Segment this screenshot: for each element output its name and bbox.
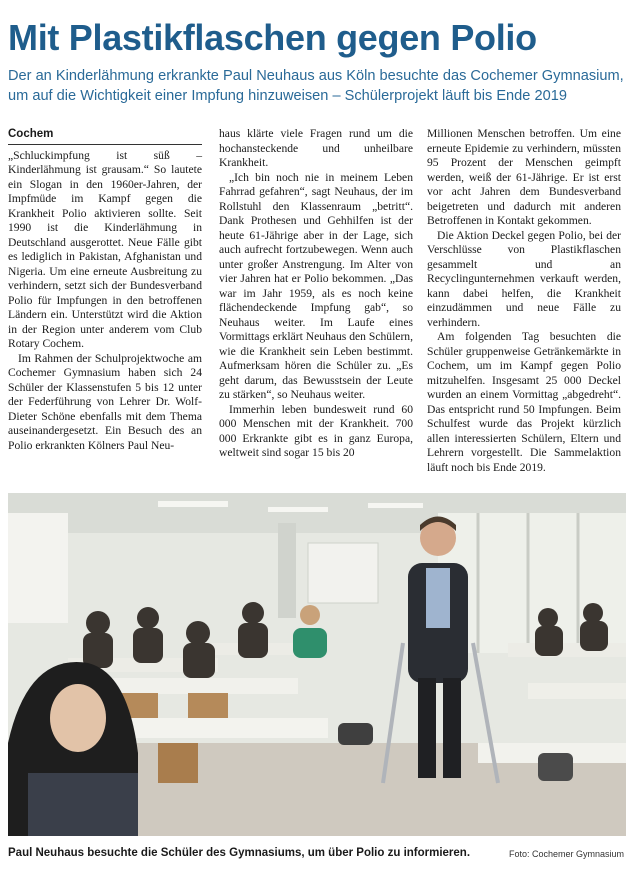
paragraph: Am folgenden Tag besuchten die Schüler gruppenweise Getränkemärkte in Cochem, um im Kampf gegen Polio mitzuhelfen. Insgesamt 25 000 Deckel wurden an einem Vormittag „abgedreht“. Das entspricht rund 50 Impfungen. Beim Schulfest wurde das Projekt kürzlich allen interessierten Schülern, Eltern und Lehrern vorgestellt. Die Sammelaktion läuft noch bis Ende 2019. — [427, 330, 621, 474]
paragraph: Immerhin leben bundesweit rund 60 000 Menschen mit der Krankheit. 700 000 Erkrankte gibt es in ganz Europa, weltweit sind sogar 15 bis 20 — [219, 402, 413, 459]
article-column-3 — [427, 127, 621, 475]
classroom-photo — [8, 493, 626, 836]
paragraph: „Ich bin noch nie in meinem Leben Fahrrad gefahren“, sagt Neuhaus, der im Rollstuhl den Klassenraum „betritt“. Dank Prothesen und Gehhilfen ist der heute 61-Jährige aber in der Lage, sich auch aufrecht fortzubewegen. Wenn auch unter großer Anstrengung. Im Alter von vier Jahren hat er Polio bekommen. „Das war im Jahr 1959, als es noch keine flächendeckende Impfung gab“, so Neuhaus weiter. Im Laufe eines Vormittags erklärt Neuhaus den Schülern, wie die Krankheit sein Leben bestimmt. Aufmerksam hören die Schüler zu. „Es geht darum, das Bewusstsein der Leute zu stärken“, so Neuhaus weiter. — [219, 170, 413, 401]
photo-caption: Paul Neuhaus besuchte die Schüler des Gymnasiums, um über Polio zu informieren. — [8, 847, 471, 859]
paragraph: Millionen Menschen betroffen. Um eine erneute Epidemie zu verhindern, müssten 95 Prozent der Menschen geimpft werden, weiß der 61-Jährige. Er ist erst vor acht Jahren dem Bundesverband beigetreten und dadurch mit anderen Betroffenen in Kontakt gekommen. — [427, 127, 621, 227]
article-subheadline: Der an Kinderlähmung erkrankte Paul Neuhaus aus Köln besuchte das Cochemer Gymnasium, um auf die Wichtigkeit einer Impfung hinzuweisen – Schülerprojekt läuft bis Ende 2019 — [8, 68, 624, 104]
paragraph: haus klärte viele Fragen rund um die hochansteckende und unheilbare Krankheit. — [219, 127, 413, 169]
article-column-2 — [219, 127, 413, 461]
classroom-photo-illustration — [8, 493, 626, 836]
article-column-1 — [8, 127, 202, 453]
article-headline: Mit Plastikflaschen gegen Polio — [8, 17, 537, 58]
dateline: Cochem — [8, 127, 202, 145]
paragraph: „Schluckimpfung ist süß – Kinderlähmung ist grausam.“ So lautete ein Slogan in den 1960er-Jahren, der Impfmüde im Kampf gegen die Krankheit Polio aktivieren sollte. Seit 1990 ist die Kinderlähmung in Deutschland ausgerottet. Neue Fälle gibt es lediglich in Pakistan, Afghanistan und Nigeria. Um eine erneute Ausbreitung zu verhindern, setzt sich der Bundesverband Polio für Impfungen in den betroffenen Ländern ein. Unterstützt wird die Aktion in der Region unter anderem vom Club Rotary Cochem. — [8, 148, 202, 350]
photo-credit: Foto: Cochemer Gymnasium — [508, 849, 624, 859]
paragraph: Die Aktion Deckel gegen Polio, bei der Verschlüsse von Plastikflaschen gesammelt und an Recyclingunternehmen verkauft werden, kann dabei helfen, die Krankheit einzudämmen und neue Fälle zu verhindern. — [427, 228, 621, 329]
paragraph: Im Rahmen der Schulprojektwoche am Cochemer Gymnasium haben sich 24 Schüler der Klassenstufen 5 bis 12 unter der Federführung von Lehrer Dr. Wolf-Dieter Schöne ebenfalls mit dem Thema auseinandergesetzt. Ein Besuch des an Polio erkrankten Kölners Paul Neu- — [8, 351, 202, 452]
